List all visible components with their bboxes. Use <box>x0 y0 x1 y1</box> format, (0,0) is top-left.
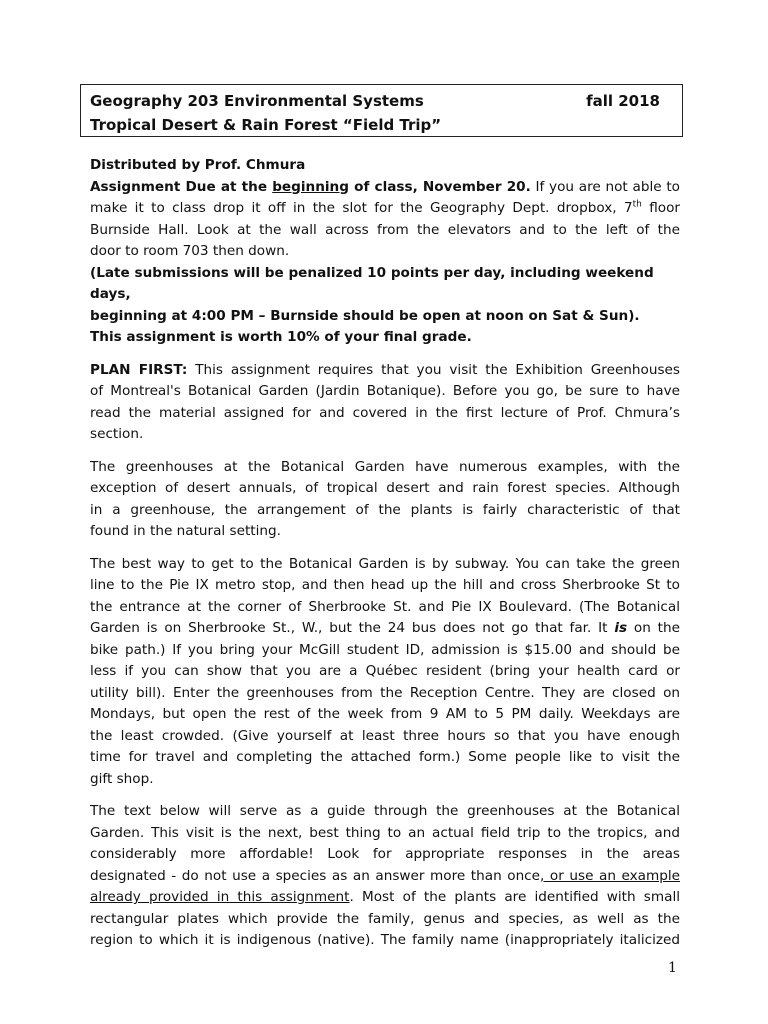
intro-paragraph <box>90 155 680 349</box>
directions-line-11: gift shop. <box>90 770 154 787</box>
due-line <box>90 177 680 199</box>
plan-line-4: section. <box>90 426 144 442</box>
floor-text: floor <box>641 200 680 216</box>
page-number: 1 <box>668 960 677 976</box>
greenhouses-line-4: found in the natural setting. <box>90 523 281 539</box>
directions-line-7: utility bill). Enter the greenhouses from the Reception Centre. They are closed on <box>90 684 680 701</box>
directions-line-1: The best way to get to the Botanical Garden is by subway. You can take the green <box>90 555 680 572</box>
late-policy-1: (Late submissions will be penalized 10 points per day, including weekend days, <box>90 264 654 302</box>
greenhouses-paragraph <box>90 457 680 543</box>
guide-line-4 <box>90 866 680 888</box>
greenhouses-line-3: in a greenhouse, the arrangement of the plants is fairly characteristic of that <box>90 501 680 518</box>
plan-line-3: read the material assigned for and covered in the first lecture of Prof. Chmura’s <box>90 404 680 421</box>
emphasis-is: is <box>614 620 628 636</box>
directions-line-5: bike path.) If you bring your McGill student ID, admission is $15.00 and should be <box>90 641 680 658</box>
burnside-line: Burnside Hall. Look at the wall across from the elevators and to the left of the <box>90 221 680 238</box>
title-box <box>80 84 683 137</box>
guide-line-7: region to which it is indigenous (native). The family name (inappropriately italicized <box>90 932 680 948</box>
due-beginning: beginning <box>272 178 349 195</box>
guide-line-3: considerably more affordable! Look for appropriate responses in the areas <box>90 846 680 862</box>
directions-line-3: the entrance at the corner of Sherbrooke St. and Pie IX Boulevard. (The Botanical <box>90 598 680 615</box>
plan-line-2: of Montreal's Botanical Garden (Jardin Botanique). Before you go, be sure to have <box>90 383 680 399</box>
directions-line-4-b: on the <box>627 620 680 636</box>
due-date: of class, November 20. <box>348 178 531 195</box>
guide-underline-2: already provided in this assignment <box>90 889 350 905</box>
plan-first-paragraph <box>90 360 680 446</box>
floor-suffix: th <box>632 199 642 210</box>
directions-line-2: line to the Pie IX metro stop, and then head up the hill and cross Sherbrooke St to <box>90 577 680 593</box>
dropbox-text: make it to class drop it off in the slot for the Geography Dept. dropbox, 7 <box>90 200 633 216</box>
plan-line-1 <box>90 360 680 382</box>
directions-line-4-a: Garden is on Sherbrooke St., W., but the 24 bus does not go that far. It <box>90 620 615 636</box>
distributed-by: Distributed by Prof. Chmura <box>90 157 306 173</box>
directions-line-6: less if you can show that you are a Québec resident (bring your health card or <box>90 663 680 679</box>
guide-line-4-a: designated - do not use a species as an answer more than once <box>90 867 541 884</box>
directions-paragraph <box>90 554 680 791</box>
guide-line-5 <box>90 887 680 909</box>
document-body <box>90 155 680 963</box>
directions-line-9: the least crowded. (Give yourself at least three hours so that you have enough <box>90 727 680 744</box>
directions-line-10: time for travel and completing the attached form.) Some people like to visit the <box>90 749 680 765</box>
guide-paragraph <box>90 801 680 952</box>
title-line-1 <box>90 89 674 113</box>
dropbox-line <box>90 198 680 220</box>
door-line: door to room 703 then down. <box>90 243 290 259</box>
guide-line-1: The text below will serve as a guide through the greenhouses at the Botanical <box>90 803 680 819</box>
guide-line-6: rectangular plates which provide the family, genus and species, as well as the <box>90 910 680 927</box>
late-policy-2: beginning at 4:00 PM – Burnside should be open at noon on Sat & Sun). <box>90 307 640 324</box>
grade-weight: This assignment is worth 10% of your final grade. <box>90 329 472 345</box>
course-title: Geography 203 Environmental Systems <box>90 92 424 110</box>
plan-first-label: PLAN FIRST: <box>90 361 188 378</box>
greenhouses-line-2: exception of desert annuals, of tropical desert and rain forest species. Although <box>90 480 680 496</box>
greenhouses-line-1: The greenhouses at the Botanical Garden have numerous examples, with the <box>90 458 680 475</box>
assignment-title: Tropical Desert & Rain Forest “Field Trip” <box>90 116 442 134</box>
guide-underline-1: , or use an example <box>540 867 680 884</box>
directions-line-8: Mondays, but open the rest of the week from 9 AM to 5 PM daily. Weekdays are <box>90 706 680 722</box>
term-label: fall 2018 <box>586 92 660 110</box>
guide-line-5-b: . Most of the plants are identified with small <box>349 889 680 905</box>
due-rest: If you are not able to <box>530 178 680 195</box>
directions-line-4 <box>90 618 680 640</box>
plan-text-1: This assignment requires that you visit the Exhibition Greenhouses <box>187 361 681 378</box>
due-prefix: Assignment Due at the <box>90 178 273 195</box>
guide-line-2: Garden. This visit is the next, best thing to an actual field trip to the tropics, and <box>90 824 680 841</box>
